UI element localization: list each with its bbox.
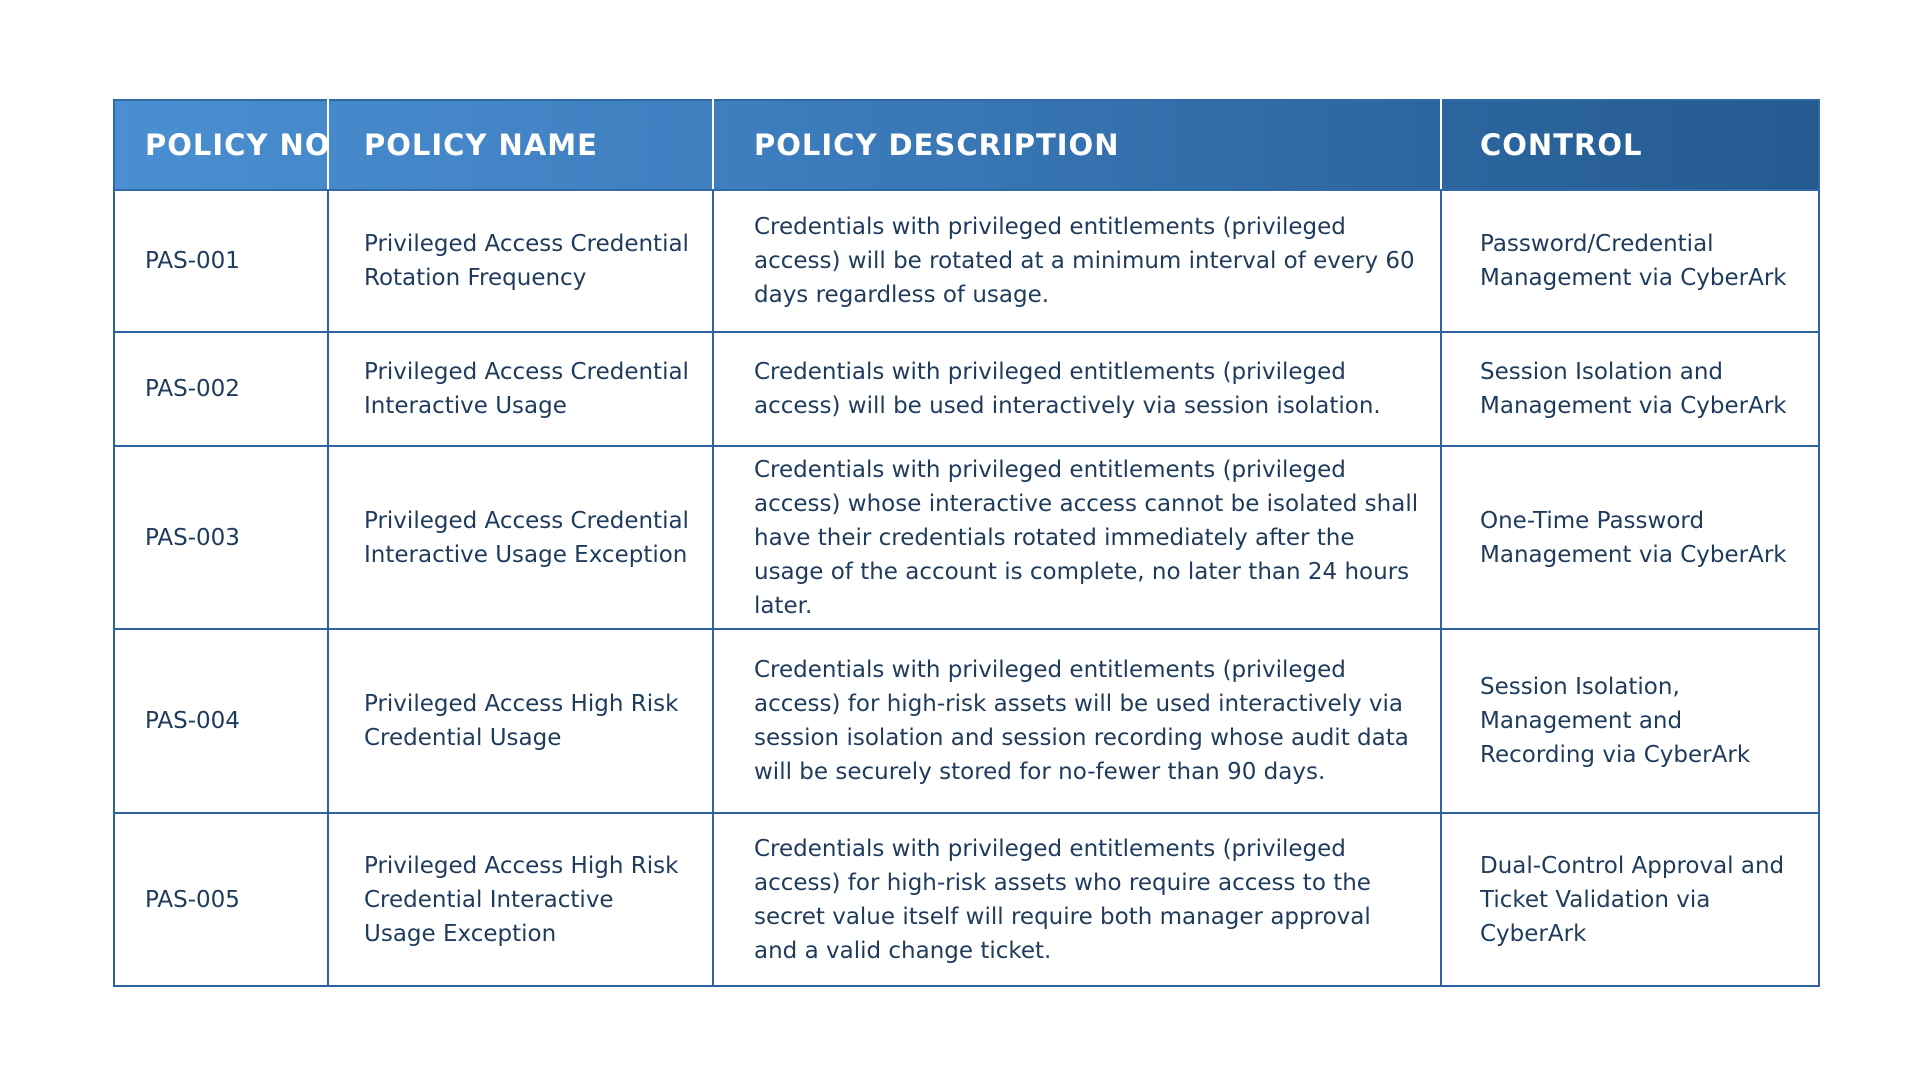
policy-description-cell: Credentials with privileged entitlements (privileged access) for high-risk assets will be used interactively via session isolation and session recording whose audit data will be securely stored for no-fewer than 90 days. [713,629,1441,813]
header-policy-no: POLICY NO [114,100,328,190]
header-policy-description: POLICY DESCRIPTION [713,100,1441,190]
control-cell: Dual-Control Approval and Ticket Validation via CyberArk [1441,813,1819,986]
control-cell: One-Time Password Management via CyberArk [1441,446,1819,629]
policy-description-cell: Credentials with privileged entitlements (privileged access) for high-risk assets who require access to the secret value itself will require both manager approval and a valid change ticket. [713,813,1441,986]
table-header-row [114,100,1819,190]
policy-name-cell: Privileged Access Credential Rotation Frequency [328,190,713,332]
policy-no-cell: PAS-002 [114,332,328,446]
control-cell: Password/Credential Management via CyberArk [1441,190,1819,332]
policy-table [113,99,1820,987]
policy-description-cell: Credentials with privileged entitlements (privileged access) will be rotated at a minimum interval of every 60 days regardless of usage. [713,190,1441,332]
policy-description-cell: Credentials with privileged entitlements (privileged access) will be used interactively via session isolation. [713,332,1441,446]
table-row [114,332,1819,446]
policy-no-cell: PAS-001 [114,190,328,332]
policy-name-cell: Privileged Access Credential Interactive Usage [328,332,713,446]
policy-name-cell: Privileged Access Credential Interactive Usage Exception [328,446,713,629]
policy-description-cell: Credentials with privileged entitlements (privileged access) whose interactive access cannot be isolated shall have their credentials rotated immediately after the usage of the account is complete, no later than 24 hours later. [713,446,1441,629]
control-cell: Session Isolation, Management and Recording via CyberArk [1441,629,1819,813]
table-row [114,190,1819,332]
header-policy-name: POLICY NAME [328,100,713,190]
policy-no-cell: PAS-004 [114,629,328,813]
policy-no-cell: PAS-003 [114,446,328,629]
table-row [114,813,1819,986]
control-cell: Session Isolation and Management via CyberArk [1441,332,1819,446]
policy-name-cell: Privileged Access High Risk Credential Interactive Usage Exception [328,813,713,986]
table-row [114,629,1819,813]
table-row [114,446,1819,629]
policy-name-cell: Privileged Access High Risk Credential Usage [328,629,713,813]
header-control: CONTROL [1441,100,1819,190]
policy-table-container [113,99,1818,987]
policy-no-cell: PAS-005 [114,813,328,986]
